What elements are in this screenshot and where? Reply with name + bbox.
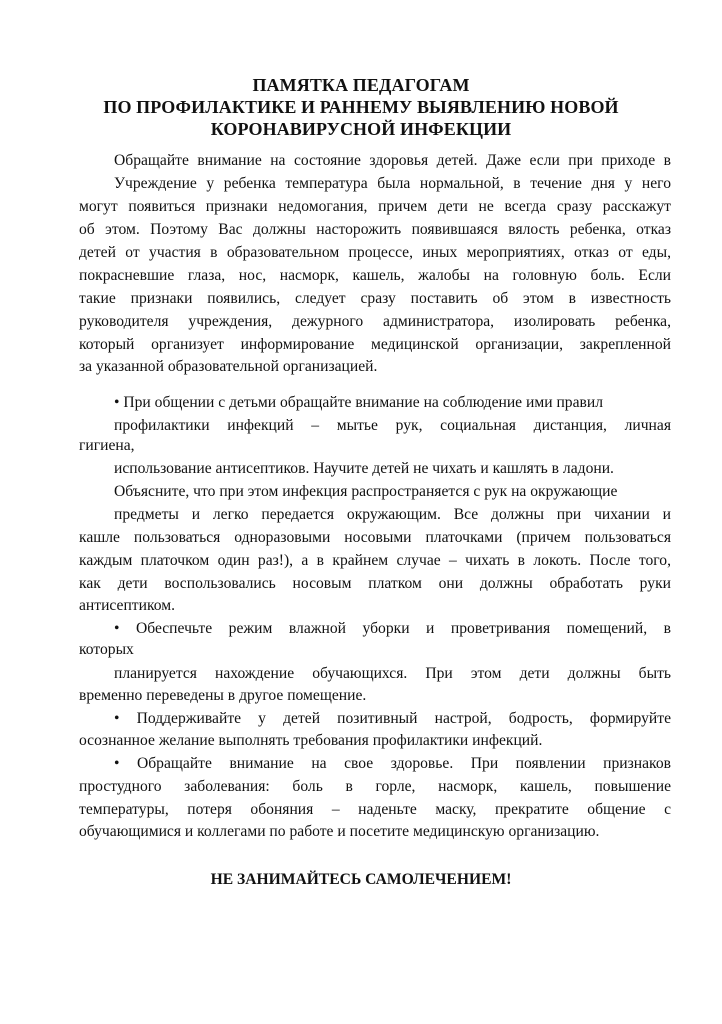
- bullet-line: осознанное желание выполнять требования профилактики инфекций.: [79, 732, 543, 749]
- bullet-line: как дети воспользовались носовым платком они должны обработать руки: [79, 575, 671, 592]
- bullet-item: • Поддерживайте у детей позитивный настрой, бодрость, формируйте: [114, 710, 671, 727]
- bullet-item: • При общении с детьми обращайте внимание на соблюдение ими правил: [114, 394, 604, 411]
- paragraph-line: покрасневшие глаза, нос, насморк, кашель, жалобы на головную боль. Если: [79, 267, 671, 284]
- paragraph-line: за указанной образовательной организацией.: [79, 358, 378, 375]
- paragraph-line: об этом. Поэтому Вас должны насторожить появившаяся вялость ребенка, отказ: [79, 221, 671, 238]
- paragraph-line: который организует информирование медицинской организации, закрепленной: [79, 336, 671, 353]
- bullet-line: профилактики инфекций – мытье рук, социальная дистанция, личная: [114, 417, 671, 434]
- bullet-line: планируется нахождение обучающихся. При этом дети должны быть: [114, 665, 671, 682]
- bullet-item: • Обращайте внимание на свое здоровье. При появлении признаков: [114, 755, 671, 772]
- paragraph-line: могут появиться признаки недомогания, причем дети не всегда сразу расскажут: [79, 198, 671, 215]
- bullet-line: антисептиком.: [79, 597, 176, 614]
- title-line: ПО ПРОФИЛАКТИКЕ И РАННЕМУ ВЫЯВЛЕНИЮ НОВОЙ: [103, 97, 619, 117]
- bullet-line: предметы и легко передается окружающим. Все должны при чихании и: [114, 506, 671, 523]
- bullet-line: которых: [79, 641, 134, 658]
- paragraph-line: руководителя учреждения, дежурного администратора, изолировать ребенка,: [79, 313, 671, 330]
- title-line: КОРОНАВИРУСНОЙ ИНФЕКЦИИ: [210, 119, 512, 139]
- paragraph-line: такие признаки появились, следует сразу поставить об этом в известность: [79, 290, 671, 307]
- paragraph-line: детей от участия в образовательном процессе, иных мероприятиях, отказ от еды,: [79, 244, 671, 261]
- bullet-line: использование антисептиков. Научите детей не чихать и кашлять в ладони.: [114, 460, 614, 477]
- paragraph-line: Обращайте внимание на состояние здоровья детей. Даже если при приходе в: [114, 152, 671, 169]
- bullet-item: • Обеспечьте режим влажной уборки и проветривания помещений, в: [114, 620, 671, 637]
- bullet-line: простудного заболевания: боль в горле, насморк, кашель, повышение: [79, 778, 671, 795]
- paragraph-line: Учреждение у ребенка температура была нормальной, в течение дня у него: [114, 175, 671, 192]
- bullet-line: каждым платочком один раз!), а в крайнем случае – чихать в локоть. После того,: [79, 552, 671, 569]
- document-title: [0, 74, 722, 140]
- bullet-line: кашле пользоваться одноразовыми носовыми платочками (причем пользоваться: [79, 529, 671, 546]
- bullet-line: гигиена,: [79, 437, 135, 454]
- footer-warning: НЕ ЗАНИМАЙТЕСЬ САМОЛЕЧЕНИЕМ!: [210, 871, 512, 888]
- bullet-line: временно переведены в другое помещение.: [79, 687, 367, 704]
- bullet-line: Объясните, что при этом инфекция распространяется с рук на окружающие: [114, 483, 618, 500]
- bullet-line: температуры, потеря обоняния – наденьте маску, прекратите общение с: [79, 801, 671, 818]
- title-line: ПАМЯТКА ПЕДАГОГАМ: [252, 75, 470, 95]
- bullet-line: обучающимися и коллегами по работе и посетите медицинскую организацию.: [79, 823, 600, 840]
